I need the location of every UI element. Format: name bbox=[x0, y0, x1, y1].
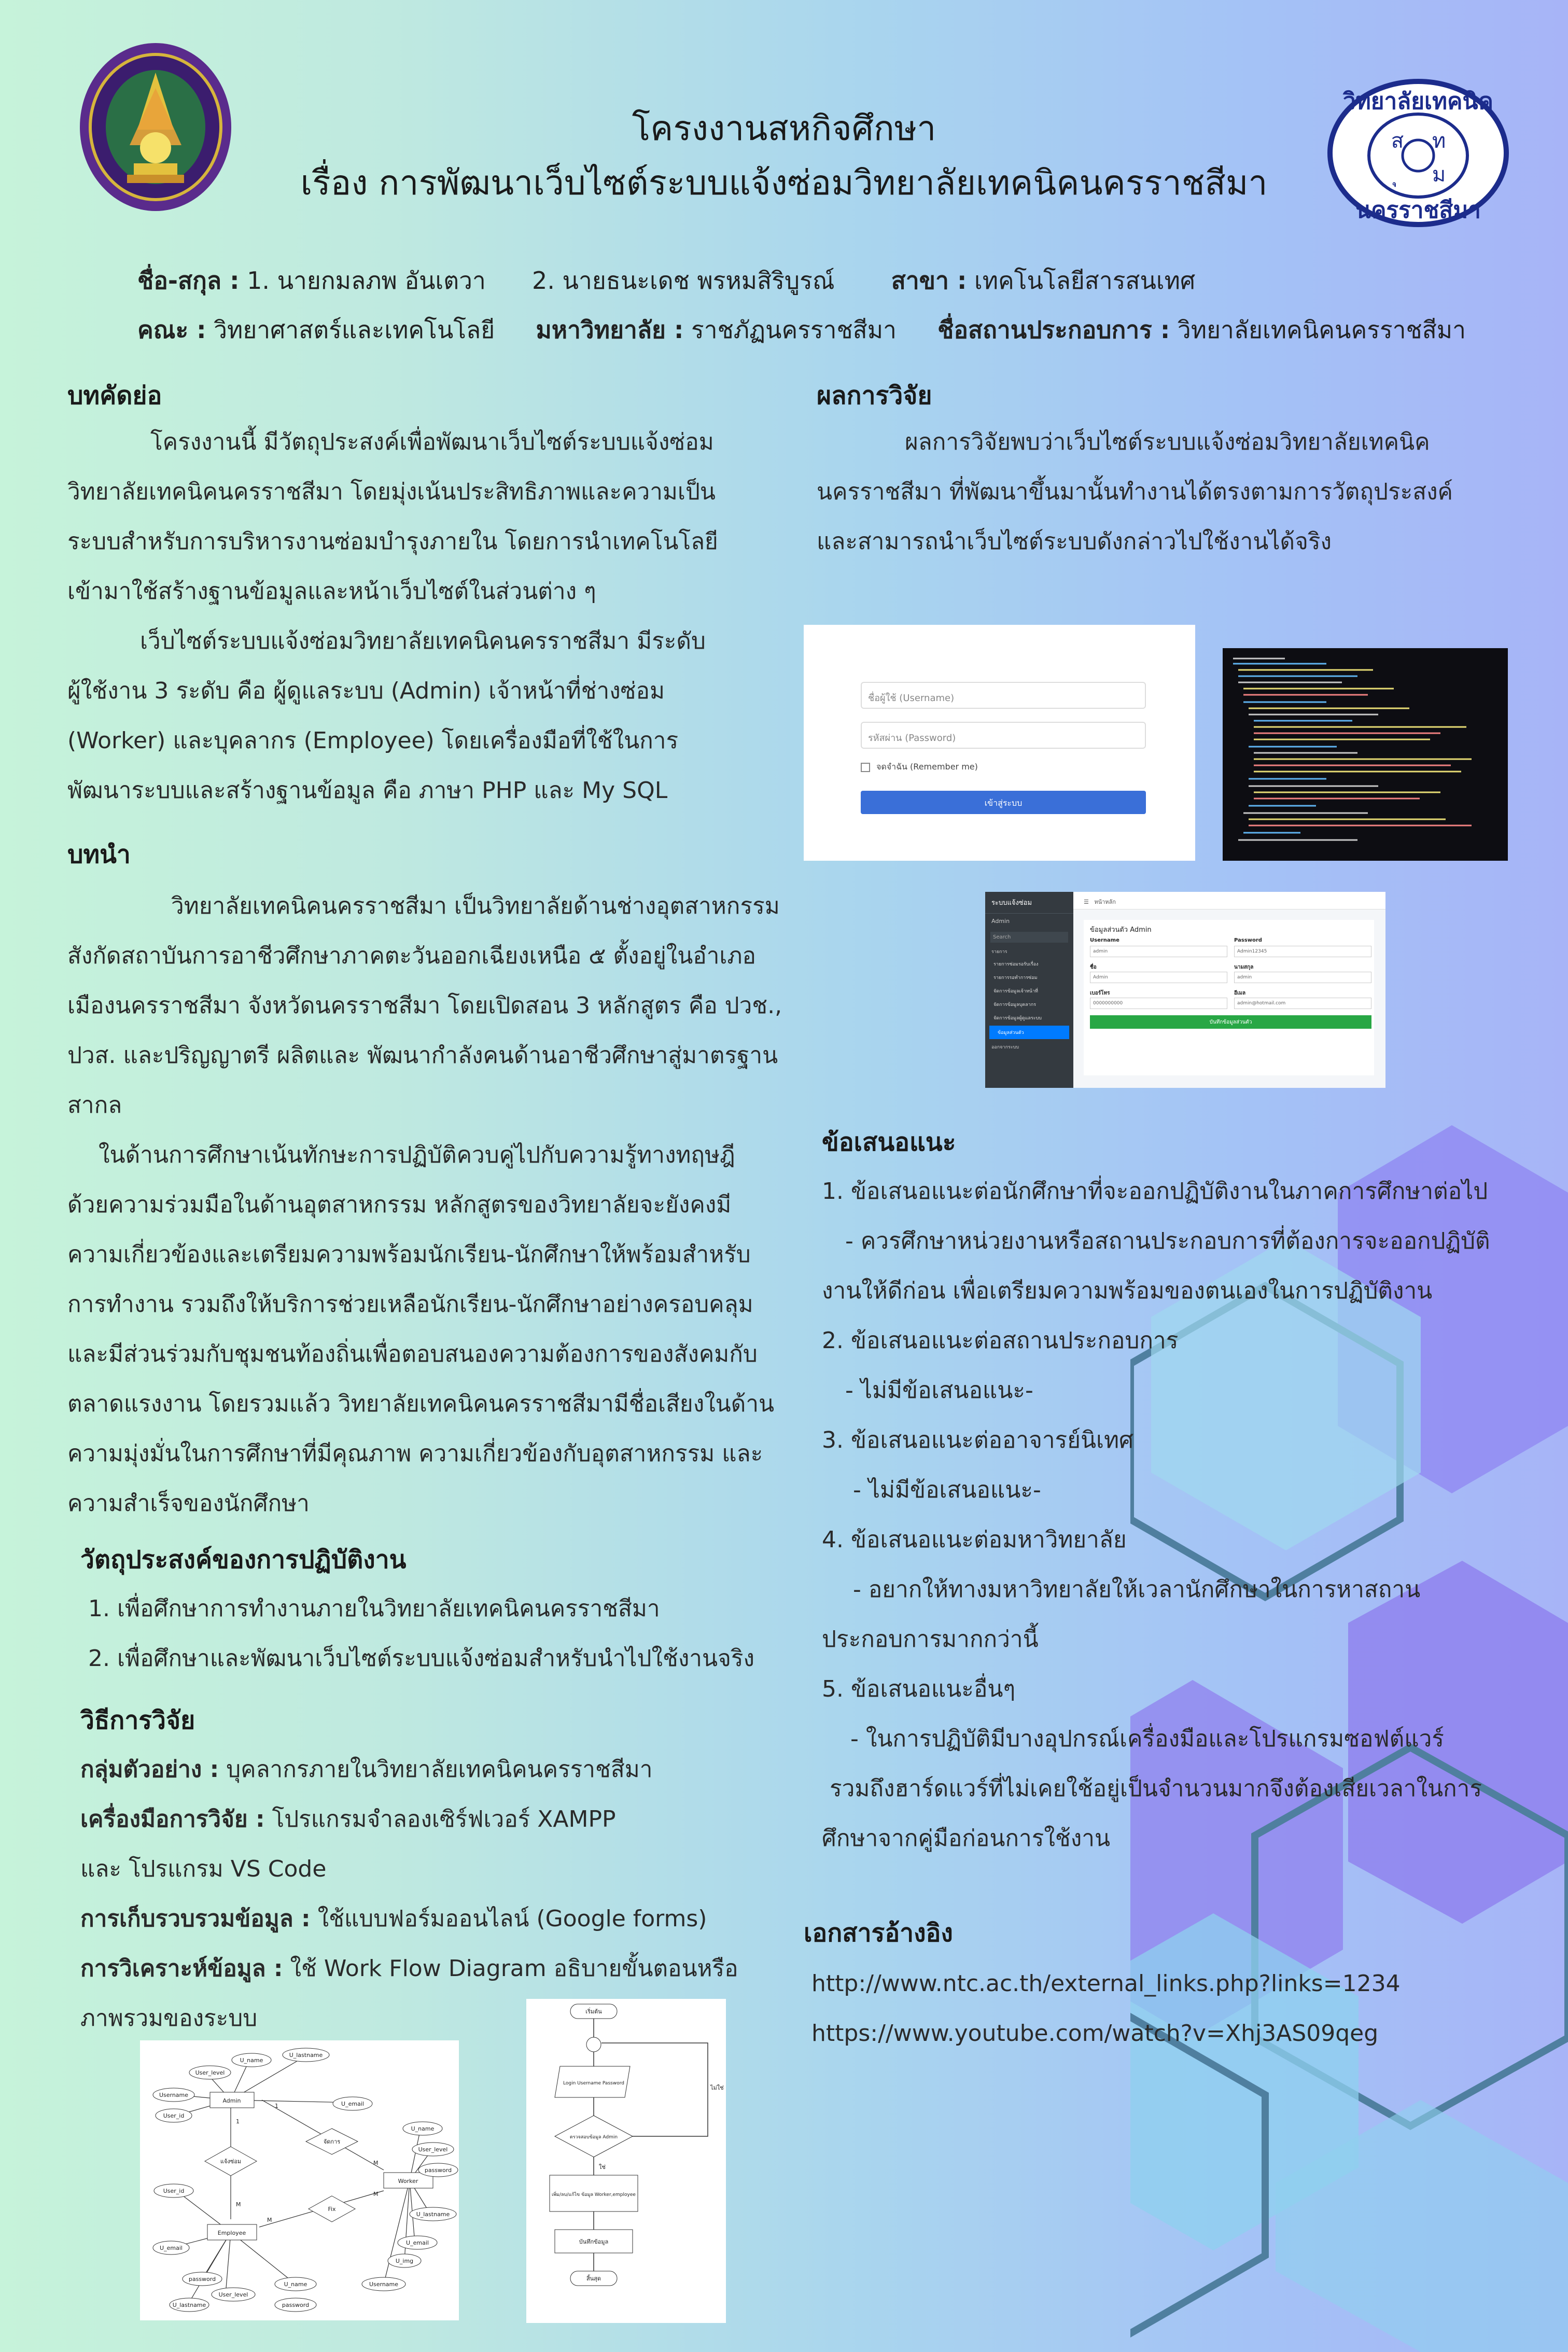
abstract-line: ระบบสำหรับการบริหารงานซ่อมบำรุงภายใน โดยการนำเทคโนโลยี bbox=[67, 528, 718, 555]
references-heading: เอกสารอ้างอิง bbox=[804, 1919, 953, 1948]
admin-menu-item: จัดการข้อมูลผู้ดูแลระบบ bbox=[993, 1016, 1042, 1021]
objectives-heading: วัตถุประสงค์ของการปฏิบัติงาน bbox=[80, 1545, 407, 1574]
suggestion-line: - ไม่มีข้อเสนอแนะ- bbox=[845, 1377, 1033, 1404]
svg-text:บันทึกข้อมูล: บันทึกข้อมูล bbox=[579, 2238, 609, 2245]
abstract-line: ผู้ใช้งาน 3 ระดับ คือ ผู้ดูแลระบบ (Admin) เจ้าหน้าที่ช่างซ่อม bbox=[67, 678, 665, 704]
faculty-value: วิทยาศาสตร์และเทคโนโลยี bbox=[214, 316, 495, 344]
admin-save-button: บันทึกข้อมูลส่วนตัว bbox=[1090, 1015, 1371, 1029]
intro-body bbox=[67, 881, 814, 1529]
admin-screenshot bbox=[985, 892, 1385, 1088]
flowchart bbox=[526, 1999, 726, 2323]
intro-line: วิทยาลัยเทคนิคนครราชสีมา เป็นวิทยาลัยด้านช่างอุตสาหกรรม bbox=[171, 893, 780, 919]
suggestion-line: ประกอบการมากกว่านี้ bbox=[822, 1626, 1039, 1653]
suggestion-line: งานให้ดีก่อน เพื่อเตรียมความพร้อมของตนเองในการปฏิบัติงาน bbox=[822, 1278, 1433, 1304]
svg-text:1: 1 bbox=[236, 2118, 240, 2125]
admin-menu-item: รายการซ่อมรอรับเรื่อง bbox=[993, 962, 1039, 967]
admin-menu-item-active: ข้อมูลส่วนตัว bbox=[989, 1026, 1069, 1039]
svg-text:Admin: Admin bbox=[222, 2097, 241, 2104]
student-info-row bbox=[137, 262, 1195, 300]
student-name-2: 2. นายธนะเดช พรหมสิริบูรณ์ bbox=[532, 267, 835, 295]
intro-line: ความมุ่งมั่นในการศึกษาที่มีคุณภาพ ความเกี่ยวข้องกับอุตสาหกรรม และ bbox=[67, 1440, 763, 1467]
svg-text:M: M bbox=[267, 2217, 272, 2223]
abstract-line: วิทยาลัยเทคนิคนครราชสีมา โดยมุ่งเน้นประสิทธิภาพและความเป็น bbox=[67, 479, 716, 505]
intro-line: ด้วยความร่วมมือในด้านอุตสาหกรรม หลักสูตรของวิทยาลัยจะยังคงมี bbox=[67, 1192, 732, 1218]
admin-topbar: ☰ หน้าหลัก bbox=[1073, 892, 1385, 909]
suggestion-line: - อยากให้ทางมหาวิทยาลัยให้เวลานักศึกษาในการหาสถาน bbox=[853, 1576, 1421, 1603]
admin-form-title: ข้อมูลส่วนตัว Admin bbox=[1090, 926, 1152, 934]
suggestion-line: - ควรศึกษาหน่วยงานหรือสถานประกอบการที่ต้องการจะออกปฏิบัติ bbox=[845, 1228, 1490, 1254]
results-line: นครราชสีมา ที่พัฒนาขึ้นมานั้นทำงานได้ตรงตามการวัตถุประสงค์ bbox=[817, 479, 1453, 505]
intro-line: ความสำเร็จของนักศึกษา bbox=[67, 1490, 310, 1517]
references-list bbox=[811, 1959, 1537, 2059]
reference-link[interactable]: http://www.ntc.ac.th/external_links.php?links=1234 bbox=[811, 1970, 1401, 1997]
poster-title-line2: เรื่อง การพัฒนาเว็บไซต์ระบบแจ้งซ่อมวิทยาลัยเทคนิคนครราชสีมา bbox=[300, 163, 1268, 203]
student-name-1: 1. นายกมลภพ อันเตวา bbox=[247, 267, 486, 295]
abstract-line: พัฒนาระบบและสร้างฐานข้อมูล คือ ภาษา PHP และ My SQL bbox=[67, 777, 668, 804]
code-screenshot bbox=[1223, 648, 1508, 861]
password-input: รหัสผ่าน (Password) bbox=[861, 722, 1146, 749]
college-logo-arc-top: วิทยาลัยเทคนิค bbox=[1343, 88, 1493, 115]
company-value: วิทยาลัยเทคนิคนครราชสีมา bbox=[1177, 316, 1466, 344]
university-value: ราชภัฏนครราชสีมา bbox=[691, 316, 897, 344]
svg-text:เพิ่ม/ลบ/แก้ไข ข้อมูล Worker,e: เพิ่ม/ลบ/แก้ไข ข้อมูล Worker,employee bbox=[552, 2192, 636, 2197]
svg-text:password: password bbox=[282, 2302, 310, 2308]
svg-text:Worker: Worker bbox=[398, 2178, 418, 2185]
svg-text:Username: Username bbox=[159, 2092, 189, 2098]
suggestions-heading: ข้อเสนอแนะ bbox=[822, 1128, 956, 1157]
major-value: เทคโนโลยีสารสนเทศ bbox=[974, 267, 1196, 295]
svg-text:ม: ม bbox=[1432, 163, 1446, 187]
company-label: ชื่อสถานประกอบการ : bbox=[937, 316, 1170, 344]
suggestion-line: - ไม่มีข้อเสนอแนะ- bbox=[853, 1477, 1041, 1503]
intro-line: ในด้านการศึกษาเน้นทักษะการปฏิบัติควบคู่ไปกับความรู้ทางทฤษฎี bbox=[99, 1142, 735, 1168]
poster-title-line1: โครงงานสหกิจศึกษา bbox=[632, 108, 936, 148]
svg-text:1: 1 bbox=[275, 2103, 278, 2109]
suggestion-line: 2. ข้อเสนอแนะต่อสถานประกอบการ bbox=[822, 1327, 1179, 1354]
svg-text:ตรวจสอบข้อมูล Admin: ตรวจสอบข้อมูล Admin bbox=[569, 2135, 618, 2140]
username-input: ชื่อผู้ใช้ (Username) bbox=[861, 682, 1146, 709]
intro-line: ปวส. และปริญญาตรี ผลิตและ พัฒนากำลังคนด้านอาชีวศึกษาสู่มาตรฐาน bbox=[67, 1042, 778, 1069]
objective-item: 1. เพื่อศึกษาการทำงานภายในวิทยาลัยเทคนิคนครราชสีมา bbox=[88, 1595, 660, 1622]
svg-text:แจ้งซ่อม: แจ้งซ่อม bbox=[220, 2158, 242, 2165]
admin-profile-form: ข้อมูลส่วนตัว Admin Username admin Password Admin12345 ชื่อ Admin นามสกุล admin เบอร์โทร 0000000000 อีเมล admin@hotmail.com บันทึกข้อมูลส่วนตัว bbox=[1084, 920, 1374, 1075]
name-label: ชื่อ-สกุล : bbox=[137, 267, 240, 295]
svg-text:User_level: User_level bbox=[195, 2069, 225, 2076]
method-analysis: การวิเคราะห์ข้อมูล : ใช้ Work Flow Diagram อธิบายขั้นตอนหรือ bbox=[80, 1955, 738, 1982]
svg-text:U_lastname: U_lastname bbox=[289, 2052, 323, 2059]
svg-text:M: M bbox=[373, 2191, 379, 2197]
suggestion-line: 1. ข้อเสนอแนะต่อนักศึกษาที่จะออกปฏิบัติงานในภาคการศึกษาต่อไป bbox=[822, 1178, 1488, 1205]
admin-brand: ระบบแจ้งซ่อม bbox=[985, 892, 1073, 914]
method-analysis-cont: ภาพรวมของระบบ bbox=[80, 2005, 258, 2032]
suggestions-body bbox=[822, 1167, 1548, 1864]
intro-line: ความเกี่ยวข้องและเตรียมความพร้อมนักเรียน-นักศึกษาให้พร้อมสำหรับ bbox=[67, 1241, 751, 1268]
method-heading: วิธีการวิจัย bbox=[80, 1706, 195, 1735]
abstract-line: เข้ามาใช้สร้างฐานข้อมูลและหน้าเว็บไซต์ในส่วนต่าง ๆ bbox=[67, 578, 596, 605]
suggestion-line: รวมถึงฮาร์ดแวร์ที่ไม่เคยใช้อยู่เป็นจำนวนมากจึงต้องเสียเวลาในการ bbox=[830, 1775, 1482, 1802]
abstract-line: เว็บไซต์ระบบแจ้งซ่อมวิทยาลัยเทคนิคนครราชสีมา มีระดับ bbox=[140, 628, 706, 654]
method-collect: การเก็บรวบรวมข้อมูล : ใช้แบบฟอร์มออนไลน์ (Google forms) bbox=[80, 1906, 707, 1932]
admin-section: รายการ bbox=[991, 949, 1007, 955]
svg-text:M: M bbox=[236, 2201, 241, 2208]
svg-text:password: password bbox=[188, 2276, 216, 2283]
admin-user: Admin bbox=[991, 918, 1010, 925]
suggestion-line: ศึกษาจากคู่มือก่อนการใช้งาน bbox=[822, 1825, 1111, 1852]
objective-item: 2. เพื่อศึกษาและพัฒนาเว็บไซต์ระบบแจ้งซ่อมสำหรับนำไปใช้งานจริง bbox=[88, 1645, 754, 1672]
objectives-list bbox=[88, 1584, 814, 1684]
svg-text:User_level: User_level bbox=[418, 2146, 448, 2153]
svg-text:Login Username Password: Login Username Password bbox=[563, 2081, 624, 2086]
svg-text:ไม่ใช่: ไม่ใช่ bbox=[710, 2084, 724, 2091]
intro-line: สังกัดสถาบันการอาชีวศึกษาภาคตะวันออกเฉียงเหนือ ๕ ตั้งอยู่ในอำเภอ bbox=[67, 943, 756, 969]
svg-text:สิ้นสุด: สิ้นสุด bbox=[586, 2275, 601, 2282]
admin-search: Search bbox=[990, 932, 1068, 943]
institution-info-row bbox=[137, 311, 1466, 349]
abstract-line: โครงงานนี้ มีวัตถุประสงค์เพื่อพัฒนาเว็บไซต์ระบบแจ้งซ่อม bbox=[150, 429, 714, 455]
college-logo-arc-bottom: นครราชสีมา bbox=[1355, 197, 1481, 223]
remember-checkbox: จดจำฉัน (Remember me) bbox=[861, 761, 978, 774]
admin-section: ออกจากระบบ bbox=[991, 1045, 1019, 1050]
admin-menu-item: รายการรอทำการซ่อม bbox=[993, 975, 1038, 981]
intro-line: การทำงาน รวมถึงให้บริการช่วยเหลือนักเรียน-นักศึกษาอย่างครอบคลุม bbox=[67, 1291, 753, 1318]
results-line: ผลการวิจัยพบว่าเว็บไซต์ระบบแจ้งซ่อมวิทยาลัยเทคนิค bbox=[905, 429, 1430, 455]
admin-sidebar bbox=[985, 892, 1073, 1088]
er-diagram bbox=[140, 2040, 459, 2320]
svg-text:U_lastname: U_lastname bbox=[416, 2211, 450, 2218]
login-button: เข้าสู่ระบบ bbox=[861, 791, 1146, 814]
svg-text:User_id: User_id bbox=[163, 2112, 185, 2119]
faculty-label: คณะ : bbox=[137, 316, 206, 344]
university-label: มหาวิทยาลัย : bbox=[536, 316, 684, 344]
admin-menu-item: จัดการข้อมูลเจ้าหน้าที่ bbox=[993, 989, 1038, 994]
svg-text:U_name: U_name bbox=[284, 2281, 307, 2288]
results-body bbox=[817, 417, 1543, 567]
svg-text:User_id: User_id bbox=[163, 2188, 185, 2194]
method-tools-cont: และ โปรแกรม VS Code bbox=[80, 1856, 327, 1882]
abstract-line: (Worker) และบุคลากร (Employee) โดยเครื่องมือที่ใช้ในการ bbox=[67, 727, 679, 754]
svg-text:U_name: U_name bbox=[411, 2125, 435, 2132]
svg-text:ท: ท bbox=[1432, 129, 1446, 153]
svg-text:U_email: U_email bbox=[160, 2245, 183, 2251]
svg-text:Employee: Employee bbox=[217, 2230, 246, 2236]
svg-text:เริ่มต้น: เริ่มต้น bbox=[585, 2008, 602, 2015]
intro-heading: บทนำ bbox=[67, 840, 131, 869]
results-heading: ผลการวิจัย bbox=[817, 381, 932, 410]
svg-text:จัดการ: จัดการ bbox=[323, 2138, 341, 2145]
suggestion-line: 5. ข้อเสนอแนะอื่นๆ bbox=[822, 1676, 1016, 1702]
intro-line: เมืองนครราชสีมา จังหวัดนครราชสีมา โดยเปิดสอน 3 หลักสูตร คือ ปวช., bbox=[67, 992, 782, 1019]
abstract-heading: บทคัดย่อ bbox=[67, 381, 162, 410]
suggestion-line: 4. ข้อเสนอแนะต่อมหาวิทยาลัย bbox=[822, 1527, 1127, 1553]
method-sample: กลุ่มตัวอย่าง : บุคลากรภายในวิทยาลัยเทคนิคนครราชสีมา bbox=[80, 1756, 653, 1783]
svg-text:Fix: Fix bbox=[328, 2206, 336, 2213]
admin-menu-item: จัดการข้อมูลบุคลากร bbox=[993, 1002, 1037, 1007]
results-line: และสามารถนำเว็บไซต์ระบบดังกล่าวไปใช้งานได้จริง bbox=[817, 528, 1332, 555]
major-label: สาขา : bbox=[891, 267, 967, 295]
login-screenshot bbox=[804, 625, 1195, 861]
reference-link[interactable]: https://www.youtube.com/watch?v=Xhj3AS09qeg bbox=[811, 2020, 1379, 2047]
svg-text:ส: ส bbox=[1391, 129, 1404, 153]
svg-text:M: M bbox=[373, 2160, 379, 2166]
method-tools: เครื่องมือการวิจัย : โปรแกรมจำลองเซิร์ฟเวอร์ XAMPP bbox=[80, 1806, 616, 1832]
svg-text:U_name: U_name bbox=[240, 2057, 263, 2064]
intro-line: สากล bbox=[67, 1092, 122, 1118]
svg-text:password: password bbox=[424, 2167, 452, 2174]
svg-text:Username: Username bbox=[369, 2281, 399, 2288]
abstract-body bbox=[67, 417, 804, 816]
suggestion-line: - ในการปฏิบัติมีบางอุปกรณ์เครื่องมือและโปรแกรมซอฟต์แวร์ bbox=[850, 1726, 1444, 1752]
svg-text:U_email: U_email bbox=[406, 2239, 429, 2246]
svg-text:U_email: U_email bbox=[341, 2101, 364, 2107]
svg-text:ใช่: ใช่ bbox=[599, 2164, 606, 2171]
svg-text:U_lastname: U_lastname bbox=[172, 2302, 206, 2308]
suggestion-line: 3. ข้อเสนอแนะต่ออาจารย์นิเทศ bbox=[822, 1427, 1134, 1453]
intro-line: และมีส่วนร่วมกับชุมชนท้องถิ่นเพื่อตอบสนองความต้องการของสังคมกับ bbox=[67, 1341, 758, 1367]
svg-text:U_img: U_img bbox=[395, 2258, 414, 2264]
intro-line: ตลาดแรงงาน โดยรวมแล้ว วิทยาลัยเทคนิคนครราชสีมามีชื่อเสียงในด้าน bbox=[67, 1391, 775, 1417]
svg-text:User_level: User_level bbox=[218, 2291, 248, 2298]
